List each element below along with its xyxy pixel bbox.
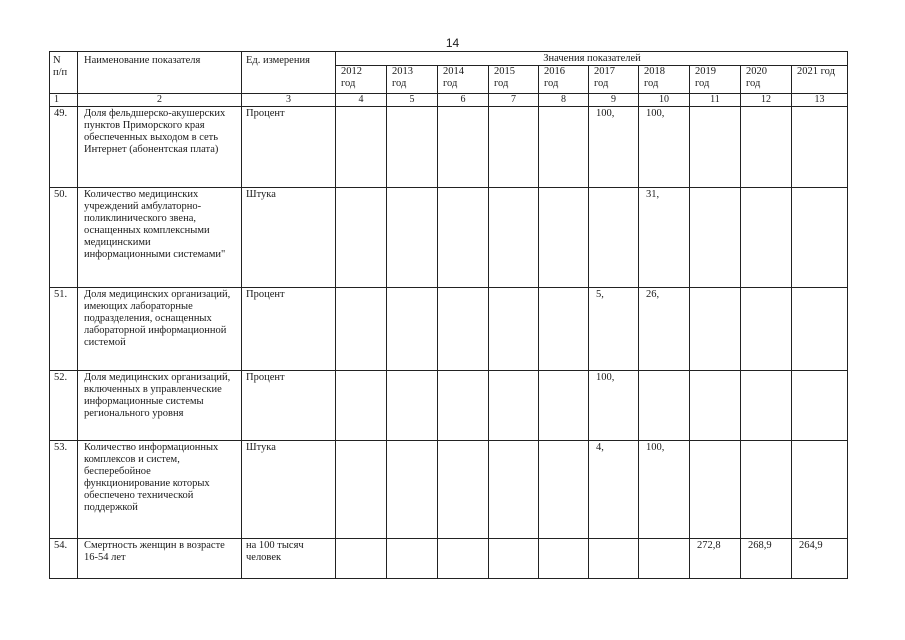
header-year: 2019 год [690,66,741,94]
indicator-value [489,107,539,188]
unit-of-measure: Процент [242,371,336,441]
table-row [50,288,848,371]
indicator-name: Смертность женщин в возрасте 16-54 лет [78,539,242,579]
indicator-value: 272,8 [690,539,741,579]
indicators-table [49,51,848,579]
indicator-value [792,441,848,539]
column-number: 3 [242,94,336,107]
row-number: 52. [50,371,78,441]
indicator-value [792,107,848,188]
indicator-value [387,539,438,579]
indicator-value [387,371,438,441]
header-year: 2016 год [539,66,589,94]
column-number: 5 [387,94,438,107]
header-values-group: Значения показателей [336,52,848,66]
header-year: 2012 год [336,66,387,94]
page-number: 14 [445,36,460,50]
indicator-value: 100, [639,107,690,188]
indicator-value [741,107,792,188]
indicator-value [539,441,589,539]
indicator-value [539,539,589,579]
indicator-value [690,441,741,539]
table-row [50,371,848,441]
indicator-value [336,188,387,288]
indicator-value [690,107,741,188]
indicator-value [792,188,848,288]
indicator-value [438,371,489,441]
table-row [50,107,848,188]
indicator-name: Доля медицинских организаций, имеющих лабораторные подразделения, оснащенных лабораторной информационной системой [78,288,242,371]
indicator-value [438,288,489,371]
unit-of-measure: Процент [242,107,336,188]
indicator-value: 100, [589,371,639,441]
indicator-value [387,107,438,188]
unit-of-measure: на 100 тысяч человек [242,539,336,579]
indicator-value [539,288,589,371]
indicator-value [792,371,848,441]
header-year: 2021 год [792,66,848,94]
indicator-value [336,539,387,579]
row-number: 51. [50,288,78,371]
indicator-name: Количество информационных комплексов и систем, бесперебойное функционирование которых обеспечено технической поддержкой [78,441,242,539]
indicator-value [741,441,792,539]
table-row [50,539,848,579]
indicator-value [539,371,589,441]
indicator-value [690,188,741,288]
column-number: 7 [489,94,539,107]
indicator-value [336,441,387,539]
indicator-value: 4, [589,441,639,539]
column-number: 2 [78,94,242,107]
indicator-value [489,188,539,288]
indicator-value [741,188,792,288]
column-number: 8 [539,94,589,107]
header-year: 2015 год [489,66,539,94]
header-year: 2017 год [589,66,639,94]
header-year: 2014 год [438,66,489,94]
indicator-value [336,288,387,371]
column-number: 1 [50,94,78,107]
column-number: 11 [690,94,741,107]
indicator-name: Доля фельдшерско-акушерских пунктов Приморского края обеспеченных выходом в сеть Интернет (абонентская плата) [78,107,242,188]
indicator-value [539,107,589,188]
indicator-value: 26, [639,288,690,371]
column-number: 10 [639,94,690,107]
indicator-value [438,441,489,539]
indicator-value: 264,9 [792,539,848,579]
indicator-value [589,188,639,288]
row-number: 50. [50,188,78,288]
indicator-value [741,371,792,441]
indicator-value [489,371,539,441]
indicator-value [741,288,792,371]
indicator-value [489,288,539,371]
indicator-value [387,188,438,288]
indicator-value [438,107,489,188]
indicator-value [489,539,539,579]
indicator-name: Доля медицинских организаций, включенных в управленческие информационные системы регионального уровня [78,371,242,441]
indicator-value: 100, [589,107,639,188]
indicator-value [589,539,639,579]
row-number: 53. [50,441,78,539]
row-number: 54. [50,539,78,579]
indicator-value [639,371,690,441]
column-number: 6 [438,94,489,107]
indicator-value [792,288,848,371]
unit-of-measure: Штука [242,188,336,288]
indicator-value: 268,9 [741,539,792,579]
header-name: Наименование показателя [78,52,242,94]
indicator-value [438,188,489,288]
indicator-value [336,371,387,441]
header-unit: Ед. измерения [242,52,336,94]
header-num: N п/п [50,52,78,94]
table-row [50,441,848,539]
indicator-value [387,288,438,371]
table-row [50,188,848,288]
unit-of-measure: Штука [242,441,336,539]
indicator-value [438,539,489,579]
indicator-value: 100, [639,441,690,539]
column-number: 9 [589,94,639,107]
column-number: 12 [741,94,792,107]
indicator-value [489,441,539,539]
indicator-value [690,371,741,441]
column-number: 4 [336,94,387,107]
row-number: 49. [50,107,78,188]
indicator-value [639,539,690,579]
indicator-value [336,107,387,188]
indicator-value: 5, [589,288,639,371]
header-year: 2018 год [639,66,690,94]
column-number: 13 [792,94,848,107]
header-year: 2020 год [741,66,792,94]
header-year: 2013 год [387,66,438,94]
indicator-name: Количество медицинских учреждений амбулаторно-поликлинического звена, оснащенных комплексными медицинскими информационными системами" [78,188,242,288]
unit-of-measure: Процент [242,288,336,371]
indicator-value [539,188,589,288]
indicator-value [690,288,741,371]
indicator-value: 31, [639,188,690,288]
indicator-value [387,441,438,539]
